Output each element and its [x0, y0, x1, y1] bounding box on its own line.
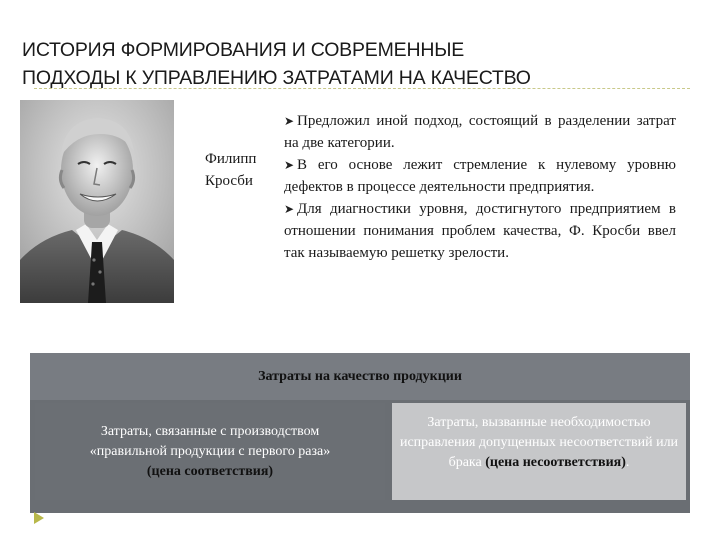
- conformance-cost-line-2: «правильной продукции с первого раза»: [89, 443, 331, 459]
- slide-title-line-1: ИСТОРИЯ ФОРМИРОВАНИЯ И СОВРЕМЕННЫЕ: [22, 39, 465, 61]
- bullet-item: [284, 110, 676, 154]
- slide-title-line-2: ПОДХОДЫ К УПРАВЛЕНИЮ ЗАТРАТАМИ НА КАЧЕСТВО: [22, 67, 531, 89]
- bullet-item: [284, 154, 676, 198]
- portrait-illustration: [20, 100, 174, 303]
- bullet-text: В его основе лежит стремление к нулевому уровню дефектов в процессе деятельности предприятия.: [284, 157, 676, 195]
- arrow-bullet-icon: ➤: [284, 158, 295, 172]
- triangle-arrow-icon: [34, 512, 44, 524]
- conformance-cost-line-1: Затраты, связанные с производством: [100, 423, 320, 439]
- nonconformance-cost-label: (цена несоответствия): [485, 454, 626, 470]
- nonconformance-cost-cell: [392, 403, 686, 500]
- bullet-text: Для диагностики уровня, достигнутого предприятием в отношении понимания проблем качества, Ф. Кросби ввел так называемую решетку зрелости.: [284, 201, 676, 261]
- bullet-item: [284, 198, 676, 264]
- table-header: Затраты на качество продукции: [30, 353, 690, 400]
- bullet-list: [284, 110, 676, 264]
- quality-costs-table: [30, 353, 690, 513]
- slide-title: [22, 36, 712, 92]
- person-first-name: Филипп: [205, 151, 257, 167]
- portrait-photo: [20, 100, 174, 303]
- person-last-name: Кросби: [205, 173, 253, 189]
- nonconformance-cost-text: Затраты, вызванные необходимостью исправления допущенных несоответствий или брака: [399, 414, 679, 470]
- title-divider: [34, 88, 690, 89]
- bullet-text: Предложил иной подход, состоящий в разделении затрат на две категории.: [284, 113, 676, 151]
- person-caption: [205, 148, 256, 192]
- conformance-cost-label: (цена соответствия): [146, 463, 274, 479]
- conformance-cost-cell: [35, 403, 385, 500]
- arrow-bullet-icon: ➤: [284, 114, 295, 128]
- arrow-bullet-icon: ➤: [284, 202, 295, 216]
- nonconformance-cost-tail: .: [625, 454, 630, 470]
